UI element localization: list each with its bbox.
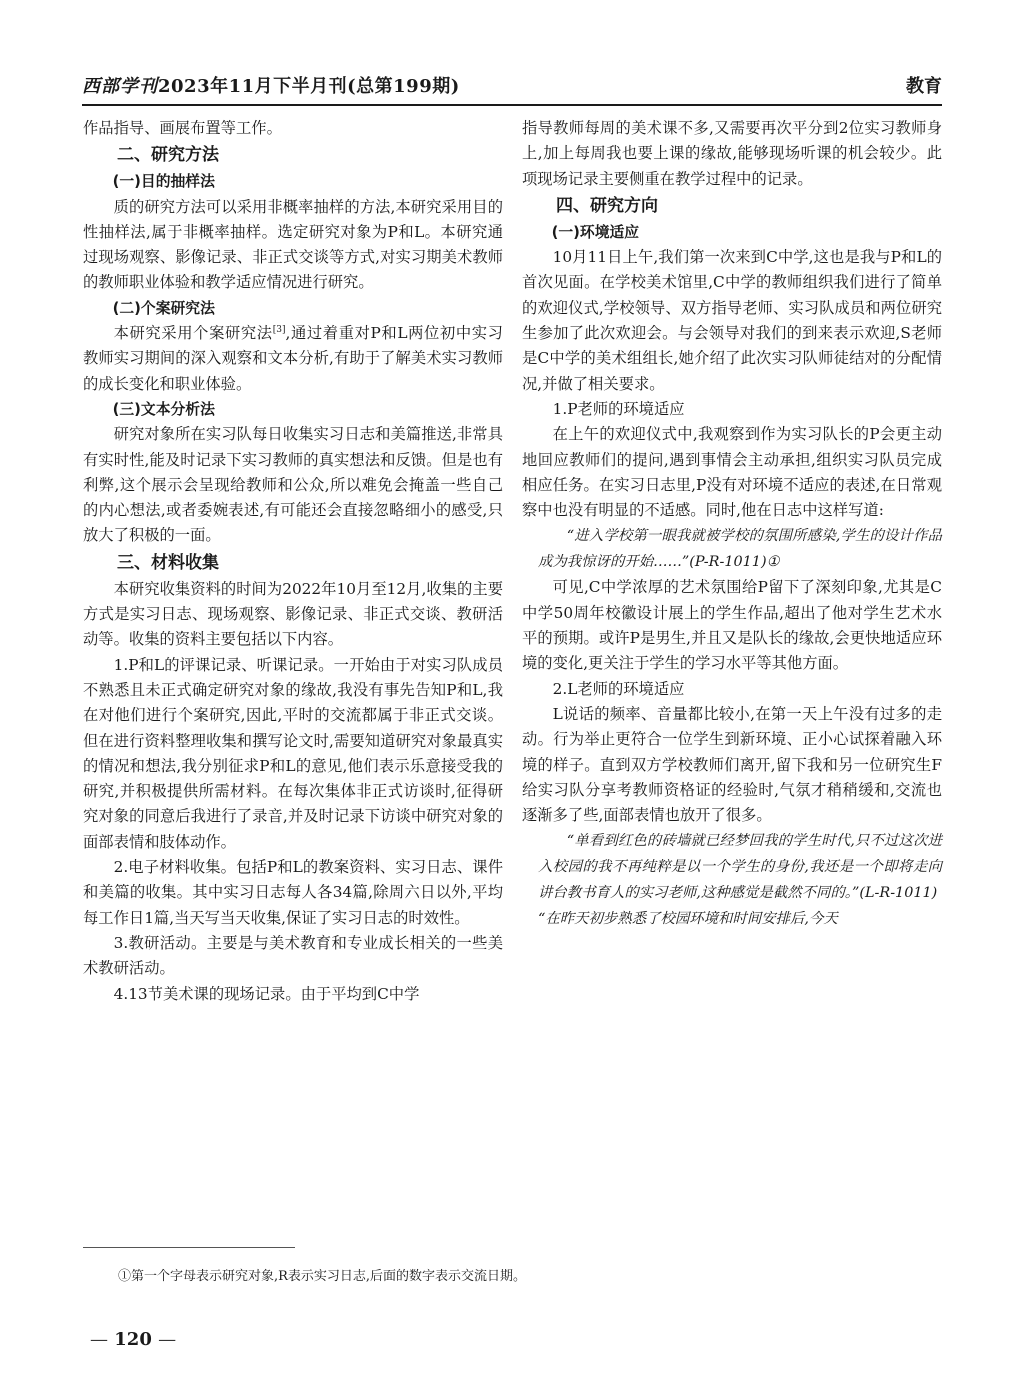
left-column xyxy=(83,116,503,1007)
section-heading: 四、研究方向 xyxy=(556,195,658,216)
page-number xyxy=(90,1329,176,1350)
section-heading: 二、研究方法 xyxy=(117,145,219,166)
paragraph: 10月11日上午,我们第一次来到C中学,这也是我与P和L的首次见面。在学校美术馆里,C中学的教师组织我们进行了简单的欢迎仪式,学校领导、双方指导老师、实习队成员和两位研究生参加了此次欢迎会。与会领导对我们的到来表示欢迎,S老师是C中学的美术组组长,她介绍了此次实习队师徒结对的分配情况,并做了相关要求。 xyxy=(522,248,942,393)
right-column xyxy=(522,116,942,932)
paragraph: 质的研究方法可以采用非概率抽样的方法,本研究采用目的性抽样法,属于非概率抽样。选定研究对象为P和L。本研究通过现场观察、影像记录、非正式交谈等方式,对实习期美术教师的教师职业体验和教学适应情况进行研究。 xyxy=(83,197,503,292)
subsection-heading: (一)环境适应 xyxy=(551,223,640,241)
page-dash-left: — xyxy=(90,1329,108,1350)
paragraph: 1.P和L的评课记录、听课记录。一开始由于对实习队成员不熟悉且未正式确定研究对象的缘故,我没有事先告知P和L,我在对他们进行个案研究,因此,平时的交流都属于非正式交谈。但在进行资料整理收集和撰写论文时,需要知道研究对象最真实的情况和想法,我分别征求P和L的意见,他们表示乐意接受我的研究,并积极提供所需材料。在每次集体非正式访谈时,征得研究对象的同意后我进行了录音,并及时记录下访谈中研究对象的面部表情和肢体动作。 xyxy=(83,655,503,851)
journal-title xyxy=(82,72,460,98)
paragraph-text: ,通过着重对P和L两位初中实习教师实习期间的深入观察和文本分析,有助于了解美术实习教师的成长变化和职业体验。 xyxy=(83,324,503,393)
paragraph: 2.电子材料收集。包括P和L的教案资料、实习日志、课件和美篇的收集。其中实习日志每人各34篇,除周六日以外,平均每工作日1篇,当天写当天收集,保证了实习日志的时效性。 xyxy=(83,858,503,927)
journal-quote: “在昨天初步熟悉了校园环境和时间安排后,今天 xyxy=(538,911,838,928)
paragraph: 3.教研活动。主要是与美术教育和专业成长相关的一些美术教研活动。 xyxy=(83,933,503,978)
paragraph: 在上午的欢迎仪式中,我观察到作为实习队长的P会更主动地回应教师们的提问,遇到事情会主动承担,组织实习队员完成相应任务。在实习日志里,P没有对环境不适应的表述,在日常观察中也没有明显的不适感。同时,他在日志中这样写道: xyxy=(522,425,942,520)
paragraph xyxy=(83,321,503,397)
section-label: 教育 xyxy=(906,76,942,97)
section-heading: 三、材料收集 xyxy=(117,552,219,573)
footnote-rule xyxy=(83,1247,295,1248)
paragraph: 作品指导、画展布置等工作。 xyxy=(83,119,282,137)
paragraph: 4.13节美术课的现场记录。由于平均到C中学 xyxy=(113,984,420,1003)
paragraph: L说话的频率、音量都比较小,在第一天上午没有过多的走动。行为举止更符合一位学生到新环境、正小心试探着融入环境的样子。直到双方学校教师们离开,留下我和另一位研究生F给实习队分享考教师资格证的经验时,气氛才稍稍缓和,交流也逐渐多了些,面部表情也放开了很多。 xyxy=(522,704,942,825)
header-rule xyxy=(82,104,942,106)
journal-issue: 2023年11月下半月刊(总第199期) xyxy=(158,76,460,97)
paragraph-text: 本研究采用个案研究法 xyxy=(113,324,273,343)
journal-logo: 西部学刊 xyxy=(82,76,158,97)
paragraph: 研究对象所在实习队每日收集实习日志和美篇推送,非常具有实时性,能及时记录下实习教师的真实想法和反馈。但是也有利弊,这个展示会呈现给教师和公众,所以难免会掩盖一些自己的内心想法,或者委婉表述,有可能还会直接忽略细小的感受,只放大了积极的一面。 xyxy=(83,425,503,545)
citation-marker: [3] xyxy=(272,324,286,335)
footnote: ①第一个字母表示研究对象,R表示实习日志,后面的数字表示交流日期。 xyxy=(118,1269,527,1284)
journal-quote: “单看到红色的砖墙就已经梦回我的学生时代,只不过这次进入校园的我不再纯粹是以一个学生的身份,我还是一个即将走向讲台教书育人的实习老师,这种感觉是截然不同的。”(L-R-1011) xyxy=(538,833,942,902)
subsection-heading: (一)目的抽样法 xyxy=(112,173,215,191)
paragraph: 2.L老师的环境适应 xyxy=(552,679,685,698)
paragraph: 1.P老师的环境适应 xyxy=(552,399,685,418)
subsection-heading: (三)文本分析法 xyxy=(112,400,215,418)
journal-quote: “进入学校第一眼我就被学校的氛围所感染,学生的设计作品成为我惊讶的开始……”(P-R-1011)① xyxy=(538,528,942,571)
paragraph: 本研究收集资料的时间为2022年10月至12月,收集的主要方式是实习日志、现场观察、影像记录、非正式交谈、教研活动等。收集的资料主要包括以下内容。 xyxy=(83,579,503,649)
page-number-value: 120 xyxy=(114,1329,152,1350)
subsection-heading: (二)个案研究法 xyxy=(112,299,215,317)
paragraph: 可见,C中学浓厚的艺术氛围给P留下了深刻印象,尤其是C中学50周年校徽设计展上的学生作品,超出了他对学生艺术水平的预期。或许P是男生,并且又是队长的缘故,会更快地适应环境的变化,更关注于学生的学习水平等其他方面。 xyxy=(522,578,942,673)
paragraph: 指导教师每周的美术课不多,又需要再次平分到2位实习教师身上,加上每周我也要上课的缘故,能够现场听课的机会较少。此项现场记录主要侧重在教学过程中的记录。 xyxy=(522,119,942,188)
page-header xyxy=(82,70,942,100)
page-dash-right: — xyxy=(158,1329,177,1350)
